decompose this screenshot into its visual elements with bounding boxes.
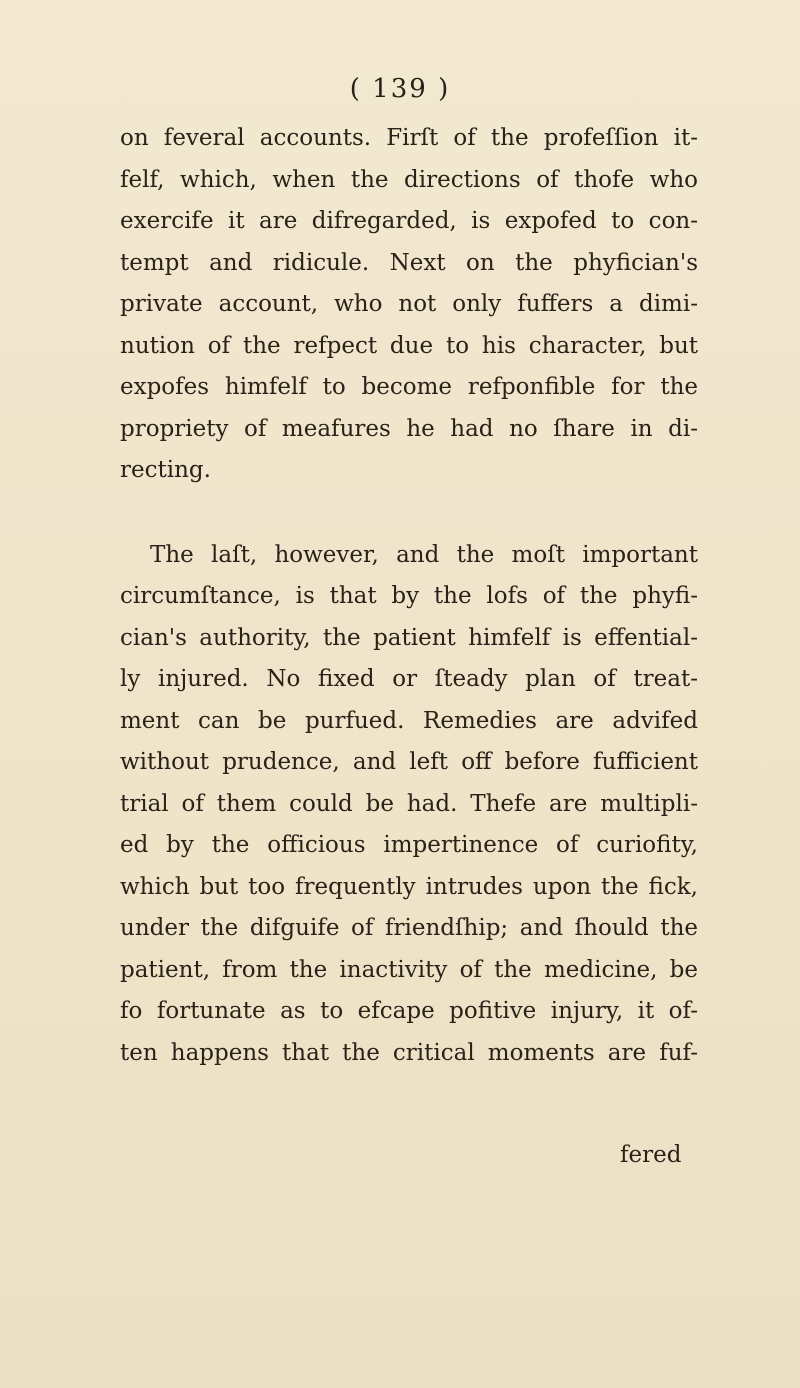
paragraph-2 [120,535,698,1075]
text-line: The laſt, however, and the moſt important [150,541,698,568]
text-line: ten happens that the critical moments are fuf- [120,1039,698,1066]
text-line: ment can be purfued. Remedies are advifed [120,707,698,734]
text-line: which but too frequently intrudes upon the fick, [120,873,698,900]
text-line: patient, from the inactivity of the medicine, be [120,956,698,983]
text-line: recting. [120,457,211,483]
page-number: ( 139 ) [349,74,451,104]
text-line: exercife it are difregarded, is expofed to con- [120,208,698,234]
text-line: nution of the refpect due to his character, but [120,332,698,359]
text-line: fo fortunate as to efcape pofitive injury, it of- [120,998,698,1024]
text-line: private account, who not only fuffers a dimi- [120,291,698,317]
text-line: expofes himfelf to become refponfible for the [120,374,698,400]
text-line: without prudence, and left off before fufficient [120,749,698,775]
paragraph-1 [120,118,698,492]
text-line: under the difguife of friendſhip; and ſhould the [120,915,698,941]
text-line: ly injured. No fixed or ſteady plan of treat- [120,666,698,692]
paragraph-break [120,492,698,535]
text-line: circumſtance, is that by the lofs of the phyfi- [120,583,698,609]
text-line: cian's authority, the patient himfelf is effential- [120,624,698,651]
text-line: ed by the officious impertinence of curiofity, [120,832,698,858]
body-text [120,118,698,1074]
catchword: fered [620,1142,682,1168]
text-line: tempt and ridicule. Next on the phyfician's [120,249,698,276]
text-line: on feveral accounts. Firſt of the profeſſion it- [120,125,698,151]
text-line: propriety of meafures he had no ſhare in di- [120,415,698,442]
text-line: trial of them could be had. Thefe are multipli- [120,790,698,817]
text-line: felf, which, when the directions of thofe who [120,166,698,193]
